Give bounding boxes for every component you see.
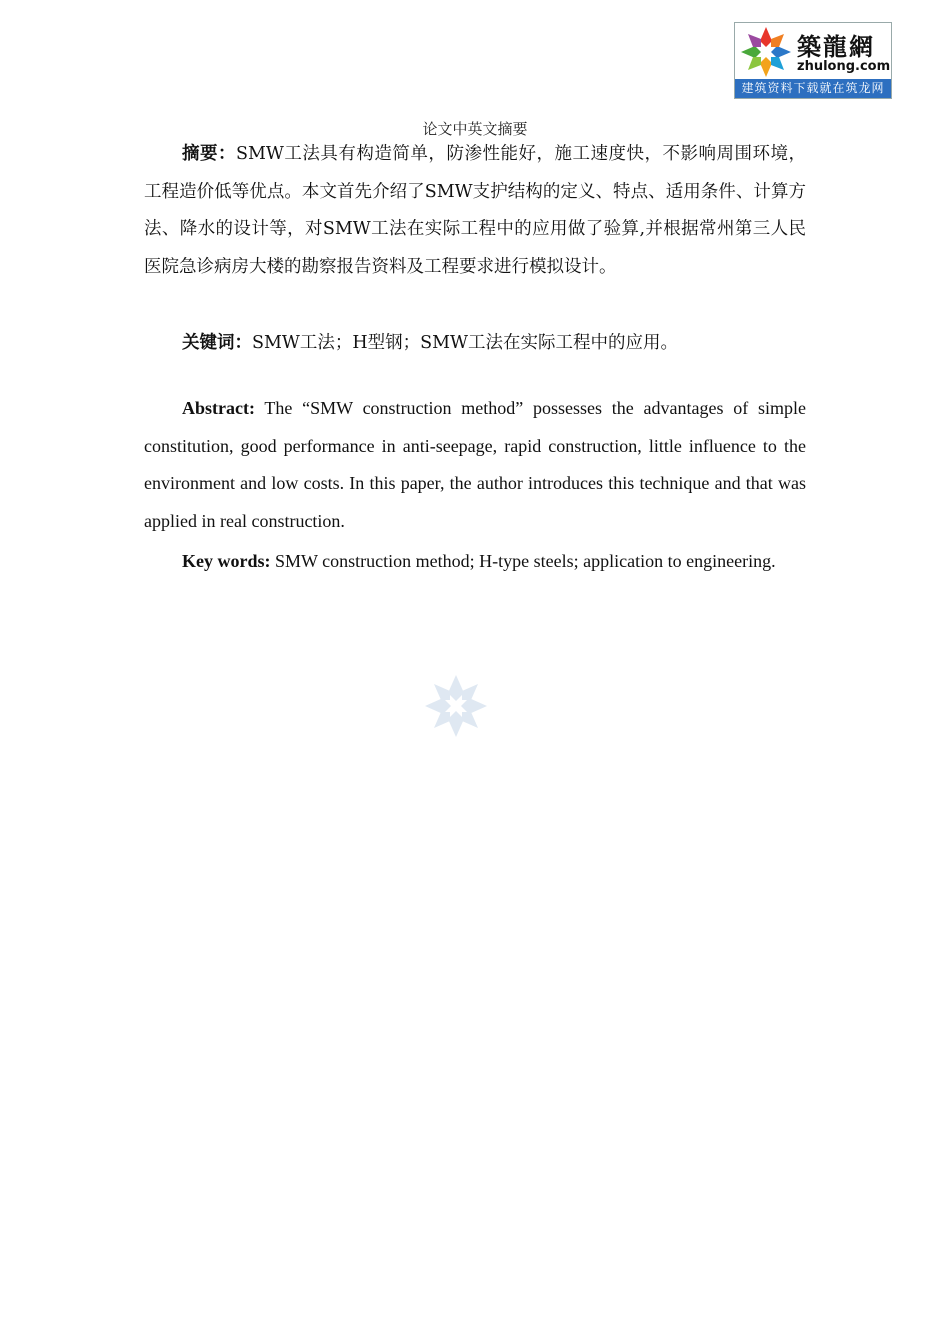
logo-url: zhulong.com bbox=[797, 59, 891, 74]
zhulong-logo bbox=[734, 22, 892, 99]
chinese-keywords-text: SMW工法；H型钢；SMW工法在实际工程中的应用。 bbox=[252, 333, 679, 353]
english-abstract bbox=[144, 390, 806, 540]
english-keywords-text: SMW construction method; H-type steels; application to engineering. bbox=[270, 551, 776, 571]
page-title: 论文中英文摘要 bbox=[422, 120, 528, 138]
english-abstract-label: Abstract: bbox=[182, 398, 255, 418]
zhulong-flower-icon bbox=[739, 25, 793, 79]
english-keywords-label: Key words: bbox=[182, 551, 271, 571]
chinese-abstract-label: 摘要： bbox=[182, 144, 237, 164]
chinese-keywords bbox=[144, 325, 806, 362]
chinese-abstract bbox=[144, 136, 806, 286]
english-abstract-text: The “SMW construction method” possesses the advantages of simple constitution, good performance in anti-seepage, rapid construction, little influence to the environment and low costs. In this paper, the author introduces this technique and that was applied in real construction. bbox=[144, 398, 806, 531]
watermark-flower-icon bbox=[423, 673, 489, 739]
logo-slogan: 建筑资料下载就在筑龙网 bbox=[735, 79, 891, 98]
english-keywords bbox=[144, 543, 806, 580]
chinese-abstract-text: SMW工法具有构造简单，防渗性能好，施工速度快，不影响周围环境，工程造价低等优点。本文首先介绍了SMW支护结构的定义、特点、适用条件、计算方法、降水的设计等，对SMW工法在实际工程中的应用做了验算,并根据常州第三人民医院急诊病房大楼的勘察报告资料及工程要求进行模拟设计。 bbox=[144, 144, 806, 277]
chinese-keywords-label: 关键词： bbox=[182, 333, 252, 353]
logo-name: 築龍網 bbox=[797, 33, 875, 61]
